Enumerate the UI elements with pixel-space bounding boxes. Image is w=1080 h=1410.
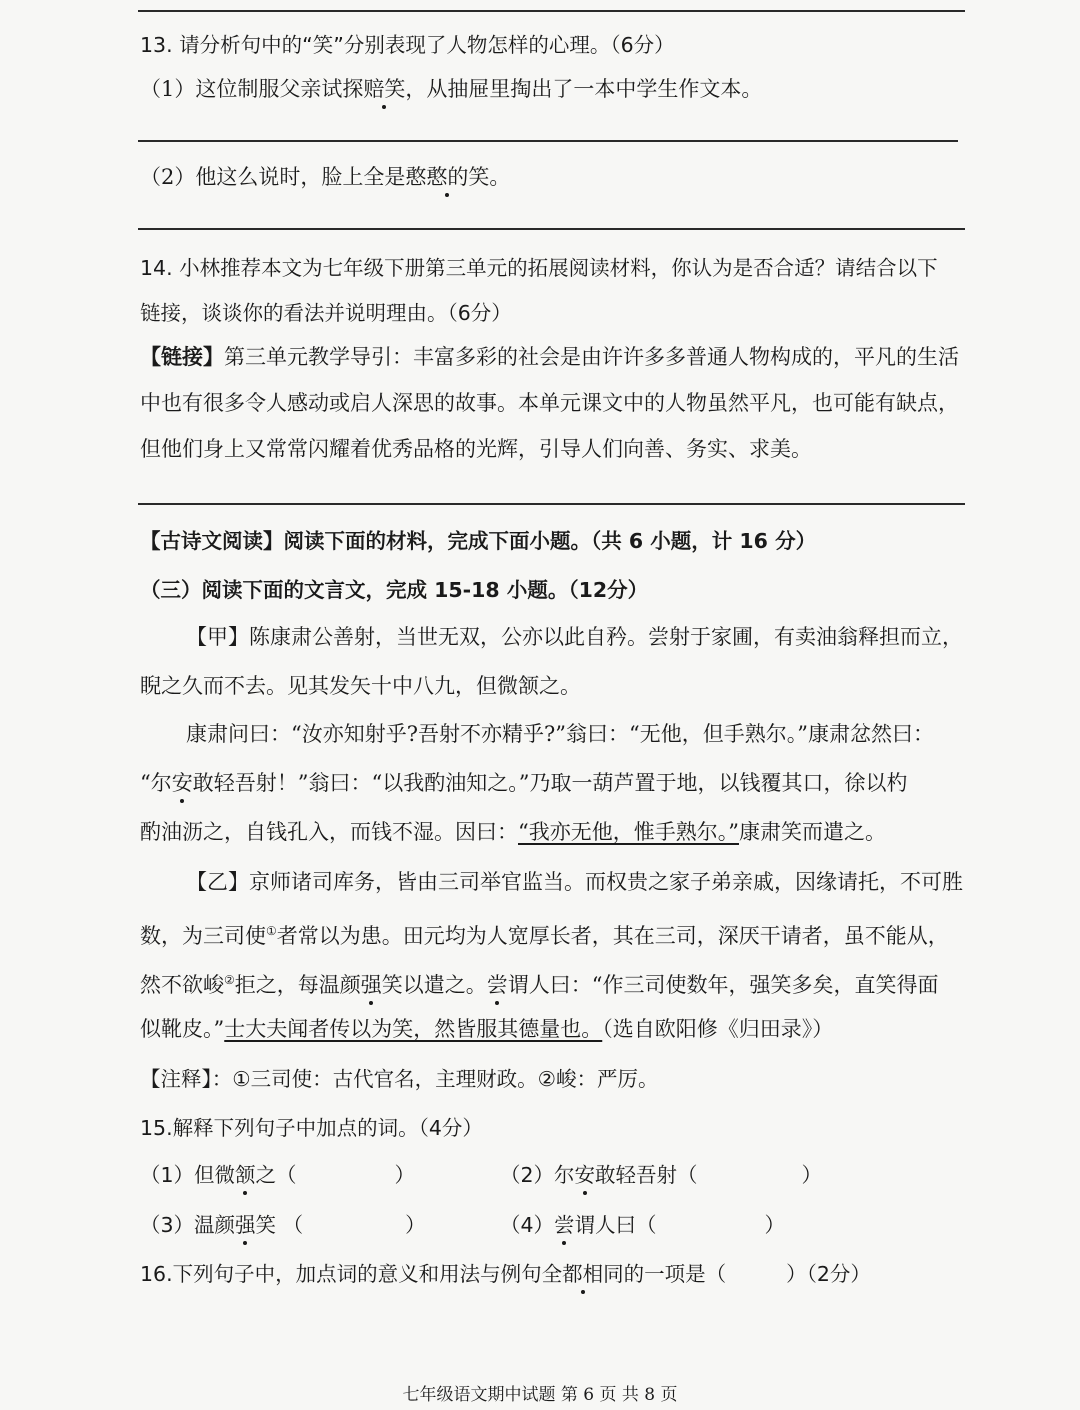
dotted-word: 尝 bbox=[554, 1210, 575, 1240]
answer-line-13-1[interactable] bbox=[138, 140, 958, 142]
q13-prompt: 13. 请分析句中的“笑”分别表现了人物怎样的心理。（6分） bbox=[140, 33, 675, 57]
passage-jia-4: “尔安敢轻吾射！”翁曰：“以我酌油知之。”乃取一葫芦置于地，以钱覆其口，徐以杓 bbox=[140, 768, 907, 798]
underlined-sentence: “我亦无他，惟手熟尔。” bbox=[518, 820, 739, 844]
dotted-word: 颔 bbox=[235, 1160, 256, 1190]
dotted-word: 安 bbox=[172, 768, 193, 798]
q15-item-3: （3）温颜强笑 （ ） bbox=[140, 1210, 426, 1240]
dotted-word: 安 bbox=[575, 1160, 596, 1190]
q14-link-2: 中也有很多令人感动或启人深思的故事。本单元课文中的人物虽然平凡，也可能有缺点， bbox=[140, 391, 959, 415]
footnote-marker: ① bbox=[266, 924, 277, 938]
q16-prompt: 16.下列句子中，加点词的意义和用法与例句全都相同的一项是（ ）（2分） bbox=[140, 1259, 871, 1289]
classical-header: 【古诗文阅读】阅读下面的材料，完成下面小题。（共 6 小题，计 16 分） bbox=[140, 529, 817, 553]
notes: 【注释】：①三司使：古代官名，主理财政。②峻：严厉。 bbox=[140, 1067, 659, 1091]
footnote-marker: ② bbox=[224, 973, 235, 987]
passage-yi-2: 数，为三司使①者常以为患。田元均为人宽厚长者，其在三司，深厌干请者，虽不能从， bbox=[140, 924, 949, 948]
passage-yi-1: 【乙】京师诸司库务，皆由三司举官监当。而权贵之家子弟亲戚，因缘请托，不可胜 bbox=[186, 870, 963, 894]
dotted-word: 赔笑 bbox=[363, 74, 405, 104]
q15-item-2: （2）尔安敢轻吾射（ ） bbox=[500, 1160, 822, 1190]
q14-link-3: 但他们身上又常常闪耀着优秀品格的光辉，引导人们向善、务实、求美。 bbox=[140, 437, 812, 461]
dotted-word: 全都相同 bbox=[542, 1259, 624, 1289]
q15-prompt: 15.解释下列句子中加点的词。（4分） bbox=[140, 1116, 483, 1140]
passage-yi-4: 似靴皮。”士大夫闻者传以为笑，然皆服其德量也。（选自欧阳修《归田录》） bbox=[140, 1017, 834, 1041]
passage-jia-2: 睨之久而不去。见其发矢十中八九，但微颔之。 bbox=[140, 674, 581, 698]
passage-yi-3: 然不欲峻②拒之，每温颜强笑以遣之。尝谓人曰：“作三司使数年，强笑多矣，直笑得面 bbox=[140, 965, 939, 1000]
q15-item-1: （1）但微颔之（ ） bbox=[140, 1160, 415, 1190]
page-footer: 七年级语文期中试题 第 6 页 共 8 页 bbox=[402, 1385, 678, 1405]
top-rule bbox=[138, 10, 965, 12]
dotted-word: 强 bbox=[361, 970, 382, 1000]
dotted-word: 憨憨的笑 bbox=[405, 162, 489, 192]
link-tag: 【链接】 bbox=[140, 344, 224, 369]
classical-subheader: （三）阅读下面的文言文，完成 15-18 小题。（12分） bbox=[140, 578, 649, 602]
passage-jia-3: 康肃问曰：“汝亦知射乎?吾射不亦精乎?”翁曰：“无他，但手熟尔。”康肃忿然曰： bbox=[186, 722, 934, 746]
answer-line-13-2[interactable] bbox=[138, 228, 965, 230]
q15-item-4: （4）尝谓人曰（ ） bbox=[500, 1210, 785, 1240]
passage-jia-1: 【甲】陈康肃公善射，当世无双，公亦以此自矜。尝射于家圃，有卖油翁释担而立， bbox=[186, 625, 963, 649]
dotted-word: 尝 bbox=[487, 970, 508, 1000]
q13-sentence-2: （2）他这么说时，脸上全是憨憨的笑。 bbox=[140, 162, 510, 192]
q13-sentence-1: （1）这位制服父亲试探赔笑，从抽屉里掏出了一本中学生作文本。 bbox=[140, 74, 762, 104]
q14-line-2: 链接，谈谈你的看法并说明理由。（6分） bbox=[140, 301, 512, 325]
q14-link-1: 【链接】第三单元教学导引：丰富多彩的社会是由许许多多普通人物构成的，平凡的生活 bbox=[140, 344, 959, 369]
underlined-sentence: 士大夫闻者传以为笑，然皆服其德量也。 bbox=[224, 1017, 603, 1041]
dotted-word: 强 bbox=[235, 1210, 256, 1240]
answer-line-14[interactable] bbox=[138, 503, 965, 505]
q14-line-1: 14. 小林推荐本文为七年级下册第三单元的拓展阅读材料，你认为是否合适？请结合以下 bbox=[140, 256, 938, 280]
passage-jia-5: 酌油沥之，自钱孔入，而钱不湿。因曰：“我亦无他，惟手熟尔。”康肃笑而遣之。 bbox=[140, 820, 886, 844]
